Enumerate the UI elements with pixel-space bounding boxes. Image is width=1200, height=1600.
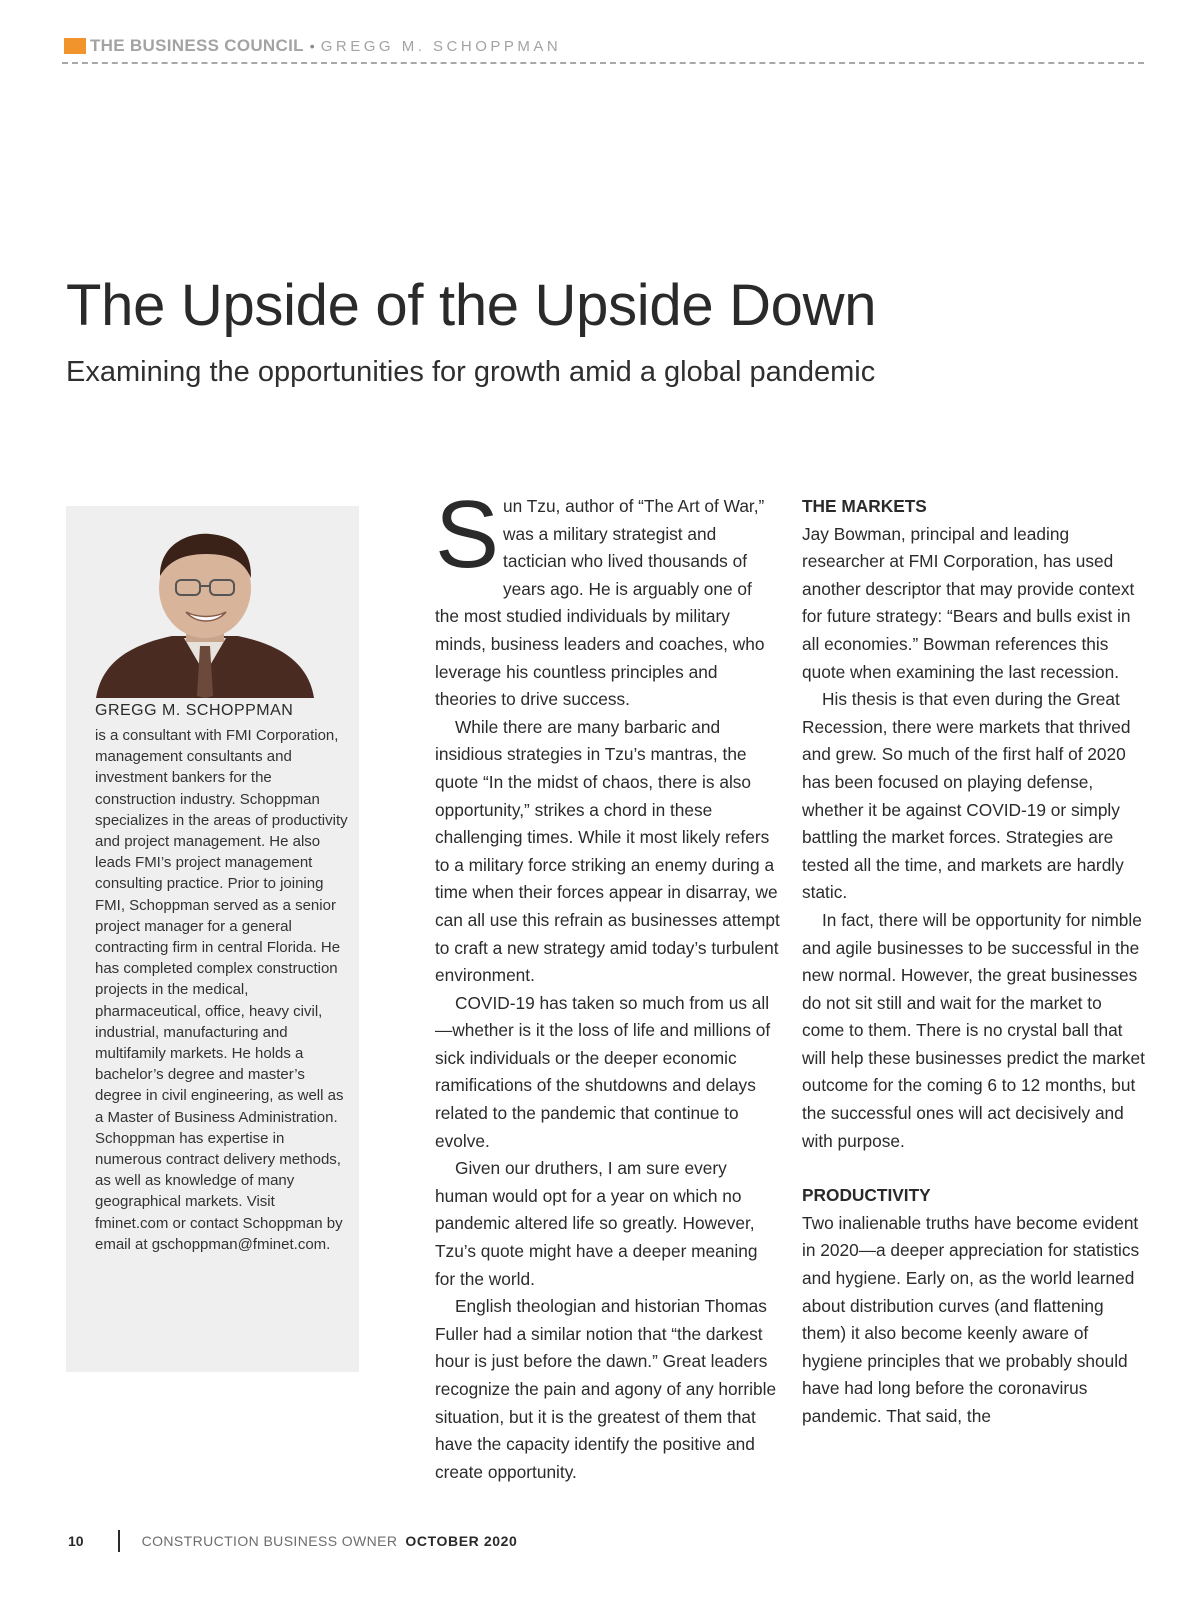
header-author: GREGG M. SCHOPPMAN <box>320 37 562 55</box>
body-paragraph: Given our druthers, I am sure every human would opt for a year on which no pandemic altered life so greatly. However, Tzu’s quote might have a deeper meaning for the world. <box>435 1158 758 1289</box>
body-column-2 <box>802 493 1147 1431</box>
page-number: 10 <box>68 1533 84 1549</box>
header-separator: • <box>309 38 315 54</box>
body-paragraph: In fact, there will be opportunity for nimble and agile businesses to be successful in the new normal. However, the great businesses do not sit still and wait for the market to come to them. There is no crystal ball that will help these businesses predict the market outcome for the coming 6 to 12 months, but the successful ones will act decisively and with purpose. <box>802 909 1145 1151</box>
article-title: The Upside of the Upside Down <box>66 273 877 338</box>
author-bio-box <box>66 506 359 1372</box>
page-footer <box>68 1530 517 1552</box>
bio-text: is a consultant with FMI Corporation, management consultants and investment bankers for the construction industry. Schoppman specializes in the areas of productivity and project management. He also leads FMI’s project management consulting practice. Prior to joining FMI, Schoppman served as a senior project manager for a general contracting firm in central Florida. He has completed complex construction projects in the medical, pharmaceutical, office, heavy civil, industrial, manufacturing and multifamily markets. He holds a bachelor’s degree and master’s degree in civil engineering, as well as a Master of Business Administration. Schoppman has expertise in numerous contract delivery methods, as well as knowledge of many geographical markets. Visit fminet.com or contact Schoppman by email at gschoppman@fminet.com. <box>95 727 348 1253</box>
author-portrait <box>94 528 316 698</box>
section-heading-productivity: PRODUCTIVITY <box>802 1185 931 1206</box>
section-label: THE BUSINESS COUNCIL <box>90 36 304 55</box>
body-column-1 <box>435 481 780 1486</box>
drop-cap: S <box>435 481 500 588</box>
footer-divider <box>118 1530 120 1552</box>
running-header <box>64 36 561 56</box>
bio-name: GREGG M. SCHOPPMAN <box>95 702 294 719</box>
section-color-marker <box>64 38 86 54</box>
publication-name: CONSTRUCTION BUSINESS OWNER <box>141 1533 398 1549</box>
body-paragraph: While there are many barbaric and insidious strategies in Tzu’s mantras, the quote “In the midst of chaos, there is also opportunity,” strikes a chord in these challenging times. While it most likely refers to a military force striking an enemy during a time when their forces appear in disarray, we can all use this refrain as businesses attempt to craft a new strategy amid today’s turbulent environment. <box>435 716 780 986</box>
body-paragraph: His thesis is that even during the Great Recession, there were markets that thrived and grew. So much of the first half of 2020 has been focused on playing defense, whether it be against COVID-19 or simply battling the market forces. Strategies are tested all the time, and markets are hardly static. <box>802 689 1131 903</box>
body-paragraph: COVID-19 has taken so much from us all—whether is it the loss of life and millions of sick individuals or the deeper economic ramifications of the shutdowns and delays related to the pandemic that continue to evolve. <box>435 992 771 1151</box>
header-dashed-rule <box>62 62 1144 64</box>
section-heading-markets: THE MARKETS <box>802 496 927 516</box>
body-paragraph: English theologian and historian Thomas Fuller had a similar notion that “the darkest hour is just before the dawn.” Great leaders recognize the pain and agony of any horrible situation, but it is the greatest of them that have the capacity identify the positive and create opportunity. <box>435 1296 777 1482</box>
article-subtitle: Examining the opportunities for growth amid a global pandemic <box>66 356 876 388</box>
issue-date: OCTOBER 2020 <box>405 1533 518 1549</box>
body-paragraph: Jay Bowman, principal and leading researcher at FMI Corporation, has used another descriptor that may provide context for future strategy: “Bears and bulls exist in all economies.” Bowman references this quote when examining the last recession. <box>802 523 1135 682</box>
body-paragraph: un Tzu, author of “The Art of War,” was a military strategist and tactician who lived thousands of years ago. He is arguably one of the most studied individuals by military minds, business leaders and coaches, who leverage his countless principles and theories to drive success. <box>435 496 765 710</box>
body-paragraph: Two inalienable truths have become evident in 2020—a deeper appreciation for statistics and hygiene. Early on, as the world learned about distribution curves (and flattening them) it also become keenly aware of hygiene principles that we probably should have had long before the coronavirus pandemic. That said, the <box>802 1212 1140 1426</box>
